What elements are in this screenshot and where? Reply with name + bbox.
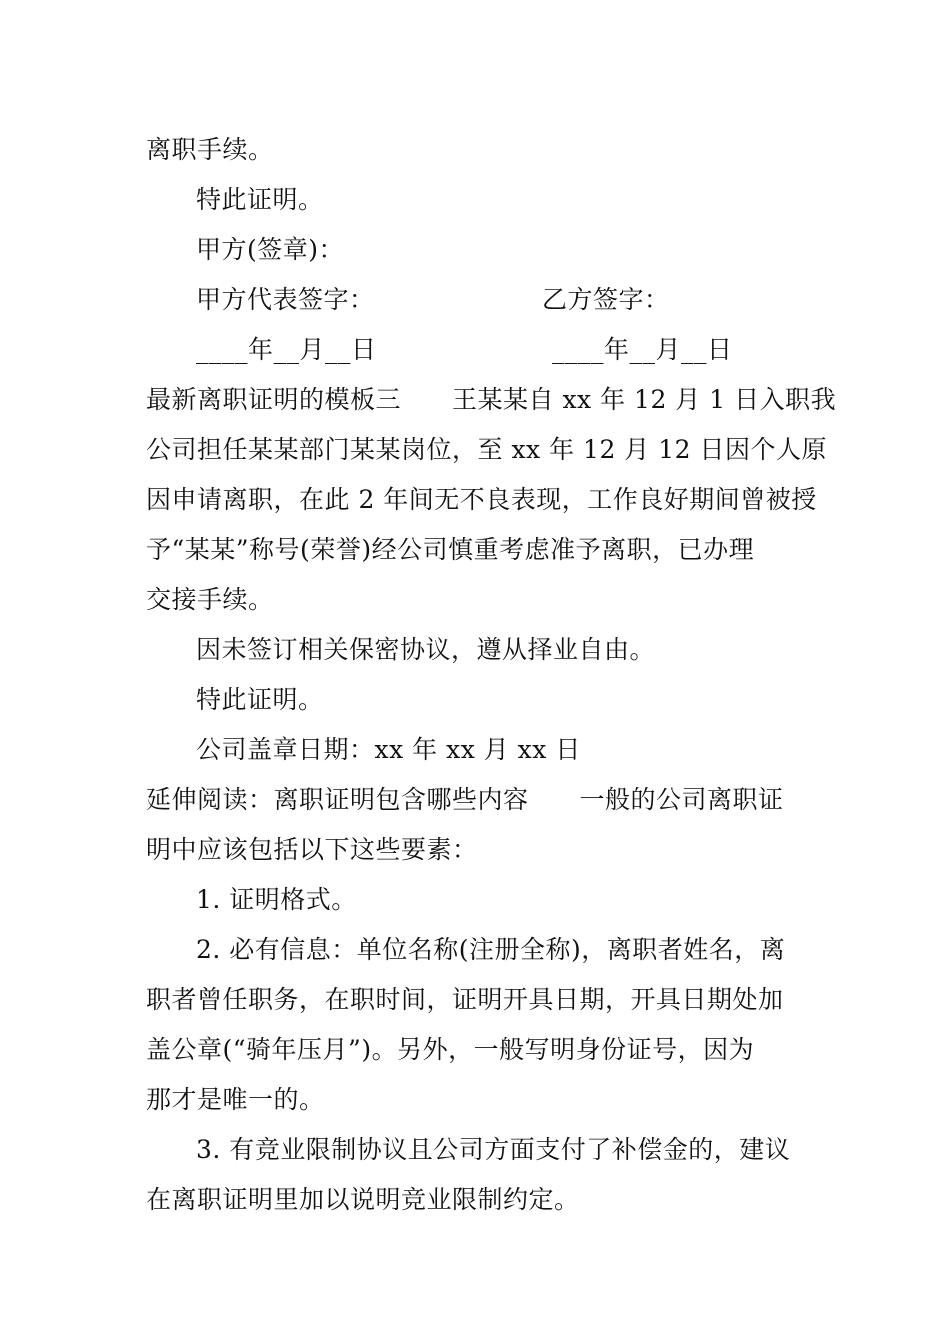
text-line-item-2-cont-2: 盖公章(“骑年压月”)。另外，一般写明身份证号，因为 xyxy=(146,1035,755,1064)
text-line-hereby-certify: 特此证明。 xyxy=(196,185,324,214)
text-line-procedures-end: 离职手续。 xyxy=(146,135,274,164)
text-line-item-2: 2. 必有信息：单位名称(注册全称)，离职者姓名，离 xyxy=(196,935,786,964)
text-line-item-1: 1. 证明格式。 xyxy=(196,885,357,914)
text-line-template-three-body-1: 公司担任某某部门某某岗位，至 xx 年 12 月 12 日因个人原 xyxy=(146,435,828,464)
text-line-date-blank-left: ____年__月__日 xyxy=(196,335,377,364)
text-line-date-blank-right: ____年__月__日 xyxy=(552,335,733,364)
text-line-item-2-cont-1: 职者曾任职务，在职时间，证明开具日期，开具日期处加 xyxy=(146,985,784,1014)
text-line-item-3: 3. 有竞业限制协议且公司方面支付了补偿金的，建议 xyxy=(196,1135,791,1164)
text-line-template-three-body-2: 因申请离职，在此 2 年间无不良表现，工作良好期间曾被授 xyxy=(146,485,817,514)
text-line-template-three-body-3: 予“某某”称号(荣誉)经公司慎重考虑准予离职，已办理 xyxy=(146,535,755,564)
text-line-item-3-cont: 在离职证明里加以说明竞业限制约定。 xyxy=(146,1185,580,1214)
text-line-hereby-certify-2: 特此证明。 xyxy=(196,685,324,714)
text-line-template-three-body-4: 交接手续。 xyxy=(146,585,274,614)
text-line-template-three-heading: 最新离职证明的模板三 王某某自 xx 年 12 月 1 日入职我 xyxy=(146,385,837,414)
text-line-confidentiality: 因未签订相关保密协议，遵从择业自由。 xyxy=(196,635,656,664)
text-line-elements-intro: 明中应该包括以下这些要素： xyxy=(146,835,478,864)
text-line-party-b-signature: 乙方签字： xyxy=(542,285,670,314)
text-line-company-seal-date: 公司盖章日期：xx 年 xx 月 xx 日 xyxy=(196,735,581,764)
text-line-extended-reading: 延伸阅读：离职证明包含哪些内容 一般的公司离职证 xyxy=(146,785,784,814)
text-line-party-a-rep-signature: 甲方代表签字： xyxy=(196,285,375,314)
text-line-party-a-seal: 甲方(签章)： xyxy=(196,235,345,264)
text-line-item-2-cont-3: 那才是唯一的。 xyxy=(146,1085,325,1114)
